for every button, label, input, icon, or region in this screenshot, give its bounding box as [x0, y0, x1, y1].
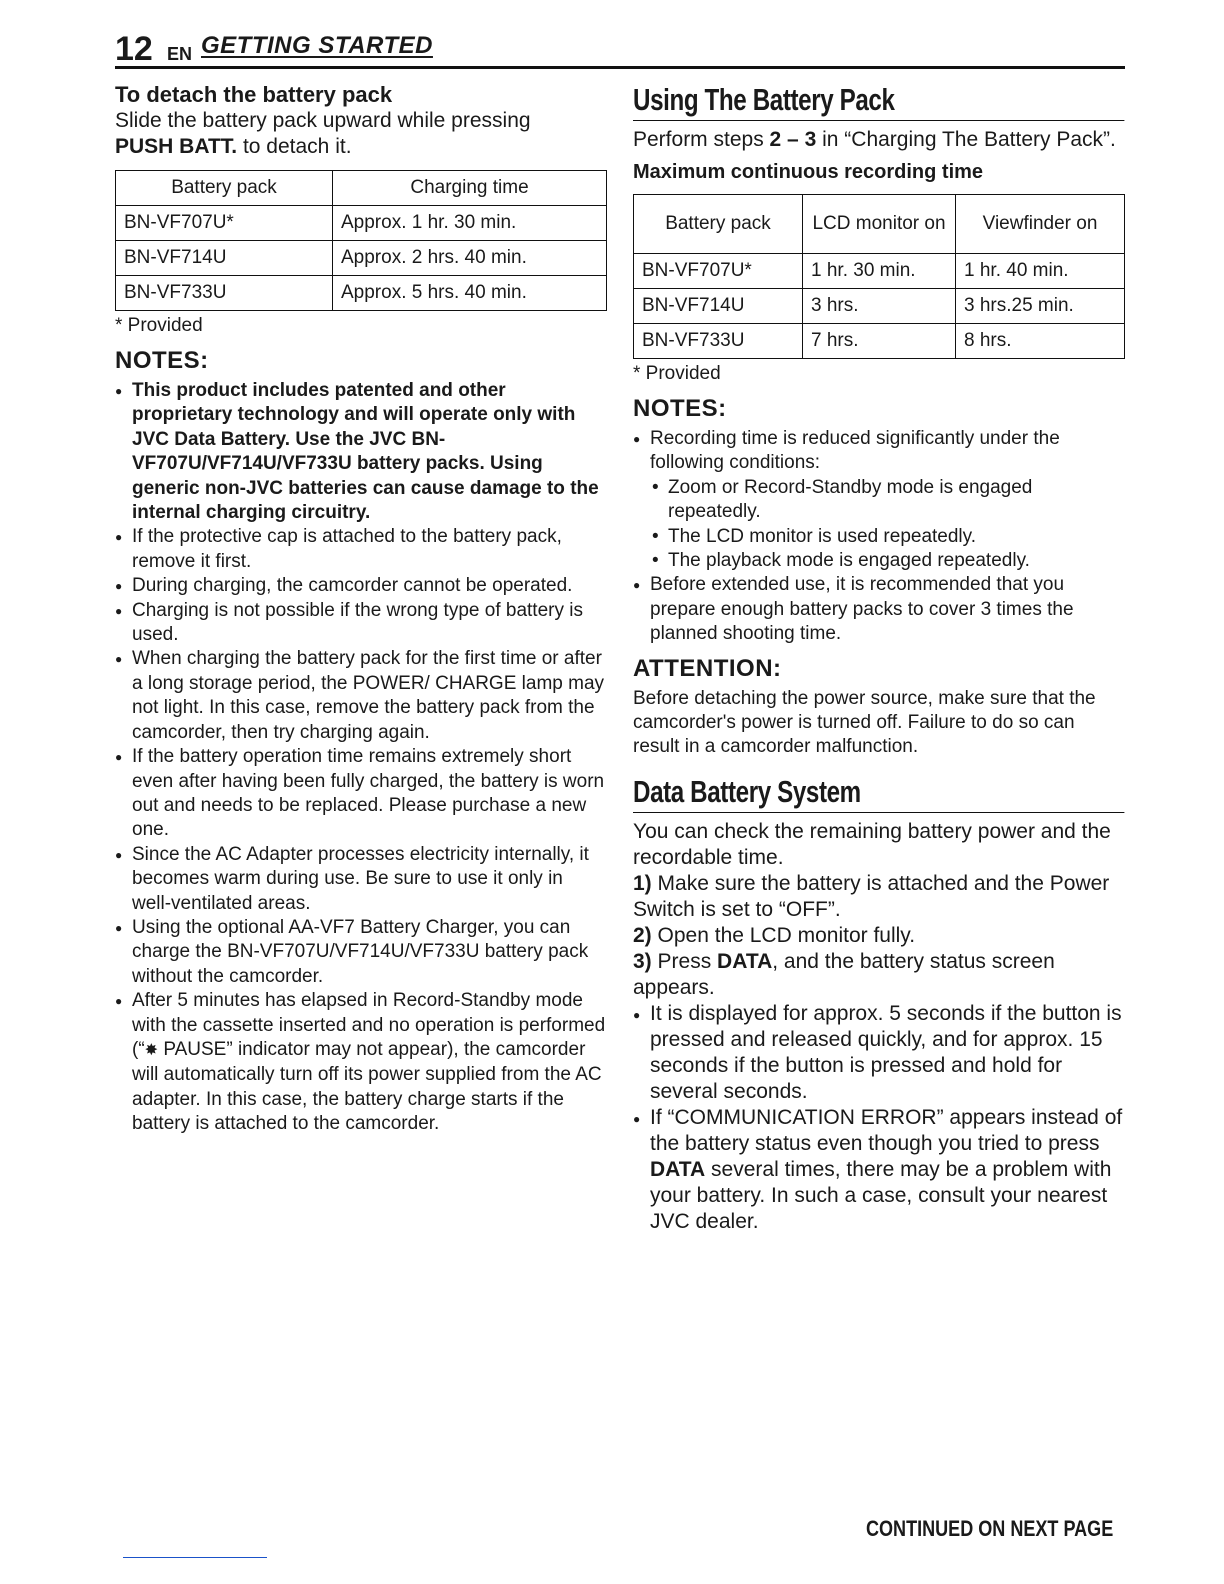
table-cell: 1 hr. 40 min.: [956, 254, 1125, 289]
notes-list: [633, 427, 1125, 647]
table-row: [116, 276, 607, 311]
page-header: [115, 30, 1125, 69]
footnote: * Provided: [115, 315, 203, 336]
step-3: 3) Press DATA, and the battery status screen appears.: [633, 949, 1055, 999]
table-cell: 3 hrs.25 min.: [956, 289, 1125, 324]
footnote: * Provided: [633, 363, 721, 384]
bottom-divider: [123, 1557, 267, 1558]
list-item: ● Before extended use, it is recommended that you prepare enough battery packs to cover 3 times the planned shooting time.: [633, 573, 1125, 646]
page-number: 12: [115, 30, 153, 68]
continued-label: CONTINUED ON NEXT PAGE: [866, 1516, 1114, 1541]
right-column: [633, 82, 1125, 1235]
table-row: [634, 324, 1125, 359]
section-title: GETTING STARTED: [201, 32, 433, 59]
max-recording-title: Maximum continuous recording time: [633, 161, 984, 183]
table-header: LCD monitor on: [803, 195, 956, 254]
step-2: 2) Open the LCD monitor fully.: [633, 923, 916, 947]
table-header: Viewfinder on: [956, 195, 1125, 254]
table-header-row: [116, 171, 607, 206]
table-row: [116, 241, 607, 276]
list-item: ● Recording time is reduced significantly under the following conditions:: [633, 427, 1125, 476]
table-cell: BN-VF714U: [116, 241, 333, 276]
notes-title: NOTES:: [633, 395, 727, 422]
list-item: ● If the protective cap is attached to the battery pack, remove it first.: [115, 525, 607, 574]
list-item: ● During charging, the camcorder cannot be operated.: [115, 574, 607, 598]
list-item: ● Using the optional AA-VF7 Battery Charger, you can charge the BN-VF707U/VF714U/VF733U battery pack without the camcorder.: [115, 916, 607, 989]
perform-steps-text: Perform steps 2 – 3 in “Charging The Battery Pack”.: [633, 128, 1116, 151]
dbs-intro: You can check the remaining battery power and the recordable time.: [633, 819, 1111, 869]
table-cell: BN-VF707U*: [634, 254, 803, 289]
list-item: ● When charging the battery pack for the first time or after a long storage period, the POWER/ CHARGE lamp may not light. In this case, remove the battery pack from the camcorder, then try charging again.: [115, 647, 607, 745]
attention-title: ATTENTION:: [633, 654, 782, 682]
sub-list-item: • Zoom or Record-Standby mode is engaged repeatedly.: [633, 476, 1125, 525]
table-cell: Approx. 5 hrs. 40 min.: [333, 276, 607, 311]
using-battery-title: Using The Battery Pack: [633, 82, 1124, 121]
detach-text: Slide the battery pack upward while pressing PUSH BATT. to detach it.: [115, 109, 531, 158]
dbs-notes-list: [633, 1001, 1125, 1235]
sub-list-item: • The playback mode is engaged repeatedly.: [633, 549, 1125, 573]
table-cell: BN-VF714U: [634, 289, 803, 324]
table-cell: 8 hrs.: [956, 324, 1125, 359]
notes-title: NOTES:: [115, 347, 209, 374]
left-column: [115, 82, 607, 1137]
table-cell: Approx. 1 hr. 30 min.: [333, 206, 607, 241]
attention-text: Before detaching the power source, make sure that the camcorder's power is turned off. Failure to do so can result in a camcorder malfunction.: [633, 687, 1096, 758]
list-item: ● Since the AC Adapter processes electricity internally, it becomes warm during use. Be sure to use it only in well-ventilated areas.: [115, 843, 607, 916]
data-battery-system-title: Data Battery System: [633, 774, 1124, 813]
table-cell: BN-VF733U: [116, 276, 333, 311]
table-header-row: [634, 195, 1125, 254]
table-header: Charging time: [333, 171, 607, 206]
table-row: [634, 289, 1125, 324]
table-row: [116, 206, 607, 241]
step-1: 1) Make sure the battery is attached and the Power Switch is set to “OFF”.: [633, 871, 1110, 921]
table-cell: 3 hrs.: [803, 289, 956, 324]
language-label: EN: [167, 44, 193, 64]
sub-list-item: • The LCD monitor is used repeatedly.: [633, 525, 1125, 549]
table-header: Battery pack: [634, 195, 803, 254]
recording-time-table: [633, 194, 1125, 359]
table-row: [634, 254, 1125, 289]
list-item: ● This product includes patented and other proprietary technology and will operate only with JVC Data Battery. Use the JVC BN-VF707U/VF714U/VF733U battery packs. Using generic non-JVC batteries can cause damage to the internal charging circuitry.: [115, 379, 607, 525]
table-cell: Approx. 2 hrs. 40 min.: [333, 241, 607, 276]
table-cell: BN-VF733U: [634, 324, 803, 359]
table-header: Battery pack: [116, 171, 333, 206]
table-cell: 1 hr. 30 min.: [803, 254, 956, 289]
charging-time-table: [115, 170, 607, 311]
list-item: ● If the battery operation time remains extremely short even after having been fully charged, the battery is worn out and needs to be replaced. Please purchase a new one.: [115, 745, 607, 843]
list-item: ● After 5 minutes has elapsed in Record-Standby mode with the cassette inserted and no operation is performed (“✸ PAUSE” indicator may not appear), the camcorder will automatically turn off its power supplied from the AC adapter. In this case, the battery charge starts if the battery is attached to the camcorder.: [115, 989, 607, 1136]
table-cell: BN-VF707U*: [116, 206, 333, 241]
list-item: ● Charging is not possible if the wrong type of battery is used.: [115, 599, 607, 648]
detach-title: To detach the battery pack: [115, 82, 393, 107]
table-cell: 7 hrs.: [803, 324, 956, 359]
list-item: ● It is displayed for approx. 5 seconds if the button is pressed and released quickly, and for approx. 15 seconds if the button is pressed and hold for several seconds.: [633, 1001, 1125, 1105]
pause-icon: ✸: [144, 1041, 159, 1059]
notes-list: [115, 379, 607, 1137]
list-item: ● If “COMMUNICATION ERROR” appears instead of the battery status even though you tried to press DATA several times, there may be a problem with your battery. In such a case, consult your nearest JVC dealer.: [633, 1105, 1125, 1235]
